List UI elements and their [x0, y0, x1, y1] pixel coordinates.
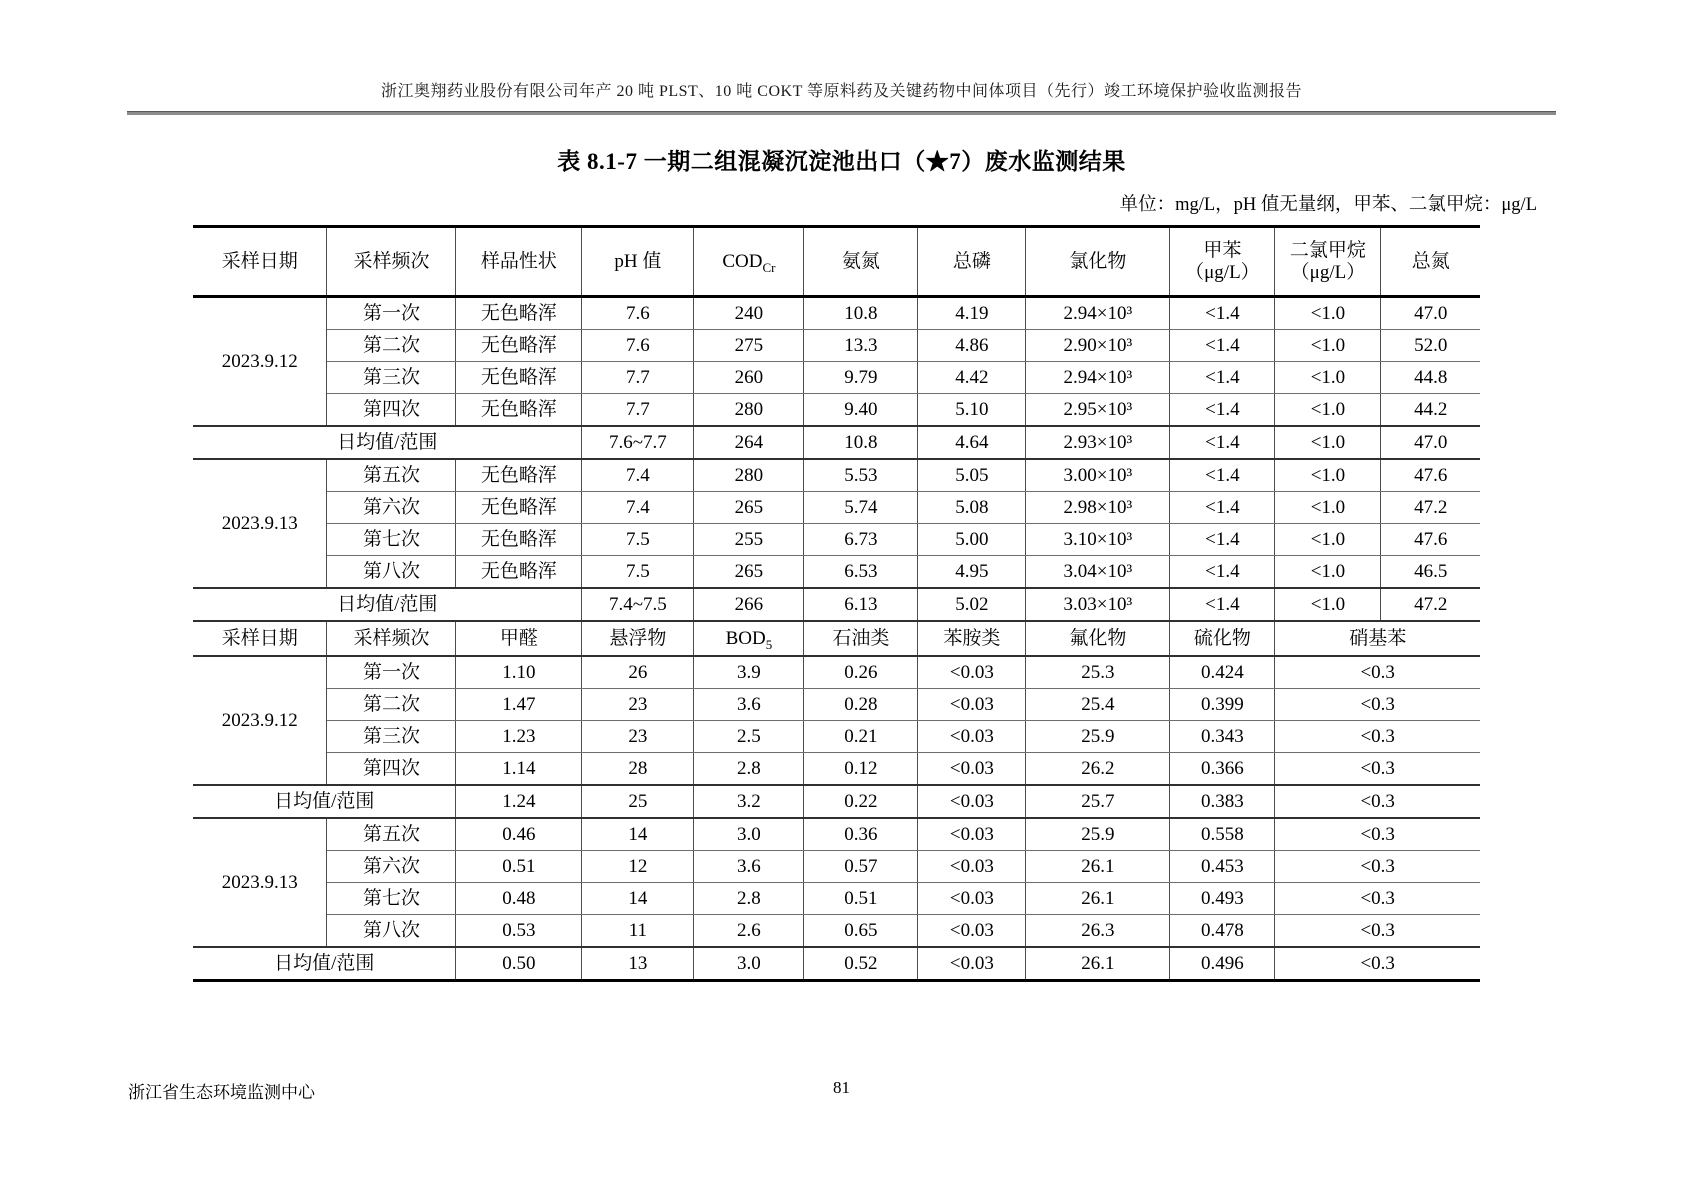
value-cell: 2.8 [694, 753, 804, 786]
table-row [193, 330, 1480, 362]
table-row [193, 947, 1480, 981]
table-row [193, 588, 1480, 621]
value-cell: 26.2 [1026, 753, 1170, 786]
value-cell: 4.95 [918, 556, 1026, 589]
value-cell: 0.21 [804, 721, 918, 753]
value-cell: 7.5 [582, 556, 694, 589]
value-cell: <1.0 [1275, 459, 1381, 492]
value-cell: 5.74 [804, 492, 918, 524]
value-cell: <0.03 [918, 656, 1026, 689]
value-cell: 第二次 [327, 330, 456, 362]
value-cell: 5.53 [804, 459, 918, 492]
table-row [193, 689, 1480, 721]
value-cell: <0.03 [918, 785, 1026, 818]
value-cell: <0.3 [1275, 785, 1480, 818]
value-cell: 25.9 [1026, 721, 1170, 753]
value-cell: <0.3 [1275, 721, 1480, 753]
value-cell: 3.03×10³ [1026, 588, 1170, 621]
value-cell: 0.36 [804, 818, 918, 851]
value-cell: 3.6 [694, 689, 804, 721]
value-cell: 255 [694, 524, 804, 556]
value-cell: 7.4~7.5 [582, 588, 694, 621]
value-cell: 26 [582, 656, 694, 689]
document-header-title: 浙江奥翔药业股份有限公司年产 20 吨 PLST、10 吨 COKT 等原料药及关键药物中间体项目（先行）竣工环境保护验收监测报告 [380, 83, 1303, 100]
value-cell: 25.7 [1026, 785, 1170, 818]
value-cell: <0.03 [918, 947, 1026, 981]
table-title: 表 8.1-7 一期二组混凝沉淀池出口（★7）废水监测结果 [557, 149, 1126, 174]
value-cell: <0.3 [1275, 915, 1480, 948]
value-cell: <1.0 [1275, 426, 1381, 459]
value-cell: <1.0 [1275, 524, 1381, 556]
value-cell: <0.03 [918, 721, 1026, 753]
value-cell: 25 [582, 785, 694, 818]
table-header-row [193, 227, 1480, 297]
value-cell: 1.14 [456, 753, 582, 786]
sample-date-cell: 2023.9.13 [193, 818, 327, 947]
value-cell: <0.3 [1275, 851, 1480, 883]
value-cell: 3.04×10³ [1026, 556, 1170, 589]
value-cell: 2.98×10³ [1026, 492, 1170, 524]
table-row [193, 656, 1480, 689]
value-cell: 0.383 [1170, 785, 1275, 818]
column-header-cell: 硫化物 [1170, 621, 1275, 656]
value-cell: <1.0 [1275, 588, 1381, 621]
value-cell: 0.366 [1170, 753, 1275, 786]
value-cell: 44.8 [1381, 362, 1480, 394]
value-cell: 4.64 [918, 426, 1026, 459]
value-cell: 26.1 [1026, 947, 1170, 981]
value-cell: 13.3 [804, 330, 918, 362]
value-cell: 第六次 [327, 851, 456, 883]
value-cell: 47.6 [1381, 459, 1480, 492]
value-cell: <1.4 [1170, 297, 1275, 330]
value-cell: 第二次 [327, 689, 456, 721]
value-cell: <1.0 [1275, 556, 1381, 589]
column-header-cell: 硝基苯 [1275, 621, 1480, 656]
footer-organization: 浙江省生态环境监测中心 [128, 1083, 315, 1102]
value-cell: 2.8 [694, 883, 804, 915]
value-cell: 7.4 [582, 459, 694, 492]
value-cell: 10.8 [804, 297, 918, 330]
value-cell: 无色略浑 [456, 394, 582, 427]
value-cell: 275 [694, 330, 804, 362]
value-cell: 28 [582, 753, 694, 786]
table-row [193, 915, 1480, 948]
value-cell: 第三次 [327, 362, 456, 394]
column-header-cell: 样品性状 [456, 227, 582, 297]
value-cell: 3.00×10³ [1026, 459, 1170, 492]
column-header-cell: 采样频次 [327, 227, 456, 297]
value-cell: 0.51 [456, 851, 582, 883]
value-cell: 266 [694, 588, 804, 621]
daily-average-label: 日均值/范围 [193, 588, 582, 621]
value-cell: 260 [694, 362, 804, 394]
value-cell: 4.42 [918, 362, 1026, 394]
value-cell: 0.28 [804, 689, 918, 721]
value-cell: <1.0 [1275, 330, 1381, 362]
value-cell: 25.4 [1026, 689, 1170, 721]
header-divider [127, 111, 1556, 115]
column-header-cell: 采样日期 [193, 227, 327, 297]
daily-average-label: 日均值/范围 [193, 947, 456, 981]
value-cell: 3.0 [694, 818, 804, 851]
value-cell: <1.0 [1275, 492, 1381, 524]
value-cell: 7.4 [582, 492, 694, 524]
sample-date-cell: 2023.9.12 [193, 656, 327, 785]
wastewater-monitoring-table [193, 225, 1480, 982]
column-header-cell: 苯胺类 [918, 621, 1026, 656]
daily-average-label: 日均值/范围 [193, 426, 582, 459]
value-cell: 0.46 [456, 818, 582, 851]
value-cell: <1.4 [1170, 459, 1275, 492]
value-cell: 第四次 [327, 753, 456, 786]
value-cell: 7.6 [582, 297, 694, 330]
value-cell: 2.5 [694, 721, 804, 753]
table-row [193, 297, 1480, 330]
value-cell: 4.86 [918, 330, 1026, 362]
table-row [193, 524, 1480, 556]
value-cell: 第五次 [327, 818, 456, 851]
value-cell: <0.03 [918, 883, 1026, 915]
column-header-cell: 采样日期 [193, 621, 327, 656]
value-cell: 0.558 [1170, 818, 1275, 851]
column-header-cell: 悬浮物 [582, 621, 694, 656]
value-cell: <0.03 [918, 753, 1026, 786]
value-cell: 2.93×10³ [1026, 426, 1170, 459]
value-cell: 2.94×10³ [1026, 362, 1170, 394]
value-cell: 23 [582, 689, 694, 721]
value-cell: 第三次 [327, 721, 456, 753]
value-cell: 0.478 [1170, 915, 1275, 948]
value-cell: <1.4 [1170, 492, 1275, 524]
value-cell: 1.24 [456, 785, 582, 818]
value-cell: 0.53 [456, 915, 582, 948]
column-header-cell: 石油类 [804, 621, 918, 656]
value-cell: 9.79 [804, 362, 918, 394]
value-cell: 7.7 [582, 394, 694, 427]
column-header-cell: 甲苯 （μg/L） [1170, 227, 1275, 297]
value-cell: 第七次 [327, 883, 456, 915]
value-cell: 第四次 [327, 394, 456, 427]
value-cell: 0.453 [1170, 851, 1275, 883]
value-cell: 47.6 [1381, 524, 1480, 556]
value-cell: 4.19 [918, 297, 1026, 330]
value-cell: 0.65 [804, 915, 918, 948]
value-cell: 2.6 [694, 915, 804, 948]
column-header-cell: 氟化物 [1026, 621, 1170, 656]
value-cell: 280 [694, 459, 804, 492]
value-cell: <0.3 [1275, 947, 1480, 981]
table-header-row [193, 621, 1480, 656]
value-cell: 无色略浑 [456, 297, 582, 330]
document-header [0, 0, 1683, 115]
table-row [193, 556, 1480, 589]
value-cell: <0.03 [918, 689, 1026, 721]
value-cell: 7.5 [582, 524, 694, 556]
value-cell: 13 [582, 947, 694, 981]
value-cell: 3.0 [694, 947, 804, 981]
column-header-cell: 采样频次 [327, 621, 456, 656]
value-cell: 7.7 [582, 362, 694, 394]
value-cell: 7.6~7.7 [582, 426, 694, 459]
value-cell: 0.424 [1170, 656, 1275, 689]
table-row [193, 492, 1480, 524]
value-cell: 无色略浑 [456, 330, 582, 362]
table-row [193, 753, 1480, 786]
table-row [193, 459, 1480, 492]
table-row [193, 362, 1480, 394]
value-cell: 25.3 [1026, 656, 1170, 689]
value-cell: 7.6 [582, 330, 694, 362]
table-row [193, 394, 1480, 427]
value-cell: <0.03 [918, 851, 1026, 883]
value-cell: <1.4 [1170, 426, 1275, 459]
table-row [193, 785, 1480, 818]
table-row [193, 721, 1480, 753]
page-number: 81 [833, 1078, 850, 1097]
value-cell: 0.12 [804, 753, 918, 786]
value-cell: 47.0 [1381, 426, 1480, 459]
value-cell: 47.0 [1381, 297, 1480, 330]
value-cell: 第五次 [327, 459, 456, 492]
value-cell: <1.4 [1170, 362, 1275, 394]
value-cell: 5.08 [918, 492, 1026, 524]
value-cell: 25.9 [1026, 818, 1170, 851]
value-cell: <1.4 [1170, 524, 1275, 556]
value-cell: 47.2 [1381, 492, 1480, 524]
value-cell: 265 [694, 556, 804, 589]
column-header-cell: 总磷 [918, 227, 1026, 297]
value-cell: 3.2 [694, 785, 804, 818]
value-cell: 26.3 [1026, 915, 1170, 948]
daily-average-label: 日均值/范围 [193, 785, 456, 818]
value-cell: 2.95×10³ [1026, 394, 1170, 427]
value-cell: 52.0 [1381, 330, 1480, 362]
column-header-cell: 氨氮 [804, 227, 918, 297]
unit-note: 单位：mg/L，pH 值无量纲，甲苯、二氯甲烷：μg/L [1119, 195, 1537, 215]
value-cell: 14 [582, 883, 694, 915]
column-header-cell: 甲醛 [456, 621, 582, 656]
value-cell: <1.0 [1275, 297, 1381, 330]
value-cell: 6.13 [804, 588, 918, 621]
value-cell: 0.26 [804, 656, 918, 689]
value-cell: <1.4 [1170, 330, 1275, 362]
value-cell: <1.4 [1170, 588, 1275, 621]
sample-date-cell: 2023.9.12 [193, 297, 327, 427]
value-cell: 1.10 [456, 656, 582, 689]
value-cell: <0.3 [1275, 656, 1480, 689]
value-cell: 5.10 [918, 394, 1026, 427]
value-cell: <0.03 [918, 818, 1026, 851]
table-row [193, 883, 1480, 915]
value-cell: 0.399 [1170, 689, 1275, 721]
column-header-cell: $COD_{Cr}$ [694, 227, 804, 297]
value-cell: 9.40 [804, 394, 918, 427]
value-cell: 无色略浑 [456, 492, 582, 524]
value-cell: <1.0 [1275, 394, 1381, 427]
value-cell: 5.00 [918, 524, 1026, 556]
value-cell: 12 [582, 851, 694, 883]
value-cell: <0.3 [1275, 689, 1480, 721]
value-cell: 0.52 [804, 947, 918, 981]
value-cell: 1.47 [456, 689, 582, 721]
value-cell: <0.03 [918, 915, 1026, 948]
value-cell: 264 [694, 426, 804, 459]
value-cell: 3.10×10³ [1026, 524, 1170, 556]
value-cell: 44.2 [1381, 394, 1480, 427]
value-cell: 11 [582, 915, 694, 948]
table-row [193, 818, 1480, 851]
value-cell: 无色略浑 [456, 524, 582, 556]
value-cell: 240 [694, 297, 804, 330]
column-header-cell: 氯化物 [1026, 227, 1170, 297]
value-cell: 第一次 [327, 297, 456, 330]
value-cell: 第八次 [327, 556, 456, 589]
value-cell: 无色略浑 [456, 362, 582, 394]
value-cell: 0.493 [1170, 883, 1275, 915]
value-cell: 1.23 [456, 721, 582, 753]
column-header-cell: 总氮 [1381, 227, 1480, 297]
value-cell: 2.90×10³ [1026, 330, 1170, 362]
column-header-cell: pH 值 [582, 227, 694, 297]
value-cell: 第七次 [327, 524, 456, 556]
value-cell: 5.02 [918, 588, 1026, 621]
value-cell: 无色略浑 [456, 556, 582, 589]
value-cell: 46.5 [1381, 556, 1480, 589]
value-cell: 第一次 [327, 656, 456, 689]
value-cell: 0.22 [804, 785, 918, 818]
value-cell: 23 [582, 721, 694, 753]
value-cell: 26.1 [1026, 883, 1170, 915]
value-cell: 10.8 [804, 426, 918, 459]
value-cell: 第六次 [327, 492, 456, 524]
value-cell: 第八次 [327, 915, 456, 948]
column-header-cell: 二氯甲烷 （μg/L） [1275, 227, 1381, 297]
value-cell: 无色略浑 [456, 459, 582, 492]
value-cell: 14 [582, 818, 694, 851]
value-cell: <1.4 [1170, 394, 1275, 427]
value-cell: 0.343 [1170, 721, 1275, 753]
value-cell: 0.48 [456, 883, 582, 915]
value-cell: 3.6 [694, 851, 804, 883]
table-row [193, 426, 1480, 459]
value-cell: <0.3 [1275, 753, 1480, 786]
value-cell: 47.2 [1381, 588, 1480, 621]
table-row [193, 851, 1480, 883]
value-cell: 0.57 [804, 851, 918, 883]
value-cell: <0.3 [1275, 818, 1480, 851]
value-cell: 0.496 [1170, 947, 1275, 981]
value-cell: 5.05 [918, 459, 1026, 492]
value-cell: 265 [694, 492, 804, 524]
value-cell: 0.51 [804, 883, 918, 915]
value-cell: <0.3 [1275, 883, 1480, 915]
sample-date-cell: 2023.9.13 [193, 459, 327, 588]
value-cell: 3.9 [694, 656, 804, 689]
value-cell: 26.1 [1026, 851, 1170, 883]
value-cell: <1.4 [1170, 556, 1275, 589]
value-cell: 6.73 [804, 524, 918, 556]
value-cell: 6.53 [804, 556, 918, 589]
value-cell: <1.0 [1275, 362, 1381, 394]
value-cell: 280 [694, 394, 804, 427]
column-header-cell: $BOD_5$ [694, 621, 804, 656]
value-cell: 0.50 [456, 947, 582, 981]
value-cell: 2.94×10³ [1026, 297, 1170, 330]
